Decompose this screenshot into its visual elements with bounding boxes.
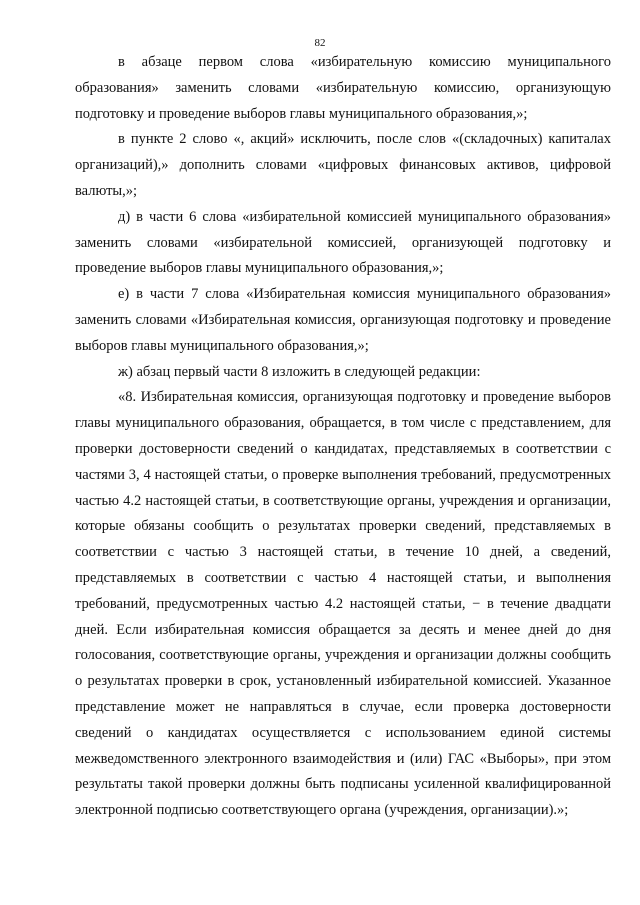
document-body [75,50,611,824]
paragraph-part-7-amendment: е) в части 7 слова «Избирательная комиссия муниципального образования» заменить словами «Избирательная комиссия, организующая подготовку и проведение выборов главы муниципального образования,»; [75,286,611,354]
paragraph-first-abzac-amendment: в абзаце первом слова «избирательную комиссию муниципального образования» заменить словами «избирательную комиссию, организующую подготовку и проведение выборов главы муниципального образования,»; [75,54,611,122]
page-number: 82 [314,37,326,49]
paragraph-part-8-intro: ж) абзац первый части 8 изложить в следующей редакции: [118,363,481,380]
paragraph-item-2-amendment: в пункте 2 слово «, акций» исключить, после слов «(складочных) капиталах организаций),» дополнить словами «цифровых финансовых активов, цифровой валюты,»; [75,131,611,199]
paragraph-part-6-amendment: д) в части 6 слова «избирательной комиссией муниципального образования» заменить словами «избирательной комиссией, организующей подготовку и проведение выборов главы муниципального образования,»; [75,208,611,277]
paragraph-part-8-new-text: «8. Избирательная комиссия, организующая подготовку и проведение выборов главы муниципального образования, обращается, в том числе с представлением, для проверки достоверности сведений о кандидатах, представляемых в соответствии с частями 3, 4 настоящей статьи, о проверке выполнения требований, предусмотренных частью 4.2 настоящей статьи, в соответствующие органы, учреждения и организации, которые обязаны сообщить о результатах проверки сведений, представляемых в соответствии с частью 3 настоящей статьи, в течение 10 дней, а сведений, представляемых в соответствии с частью 4 настоящей статьи, и выполнения требований, предусмотренных частью 4.2 настоящей статьи, − в течение двадцати дней. Если избирательная комиссия обращается за десять и менее дней до дня голосования, соответствующие органы, учреждения и организации должны сообщить о результатах проверки в срок, установленный избирательной комиссией. Указанное представление может не направляться в случае, если проверка достоверности сведений о кандидатах осуществляется с использованием единой системы межведомственного электронного взаимодействия и (или) ГАС «Выборы», при этом результаты такой проверки должны быть подписаны усиленной квалифицированной электронной подписью соответствующего органа (учреждения, организации).»; [75,389,611,819]
